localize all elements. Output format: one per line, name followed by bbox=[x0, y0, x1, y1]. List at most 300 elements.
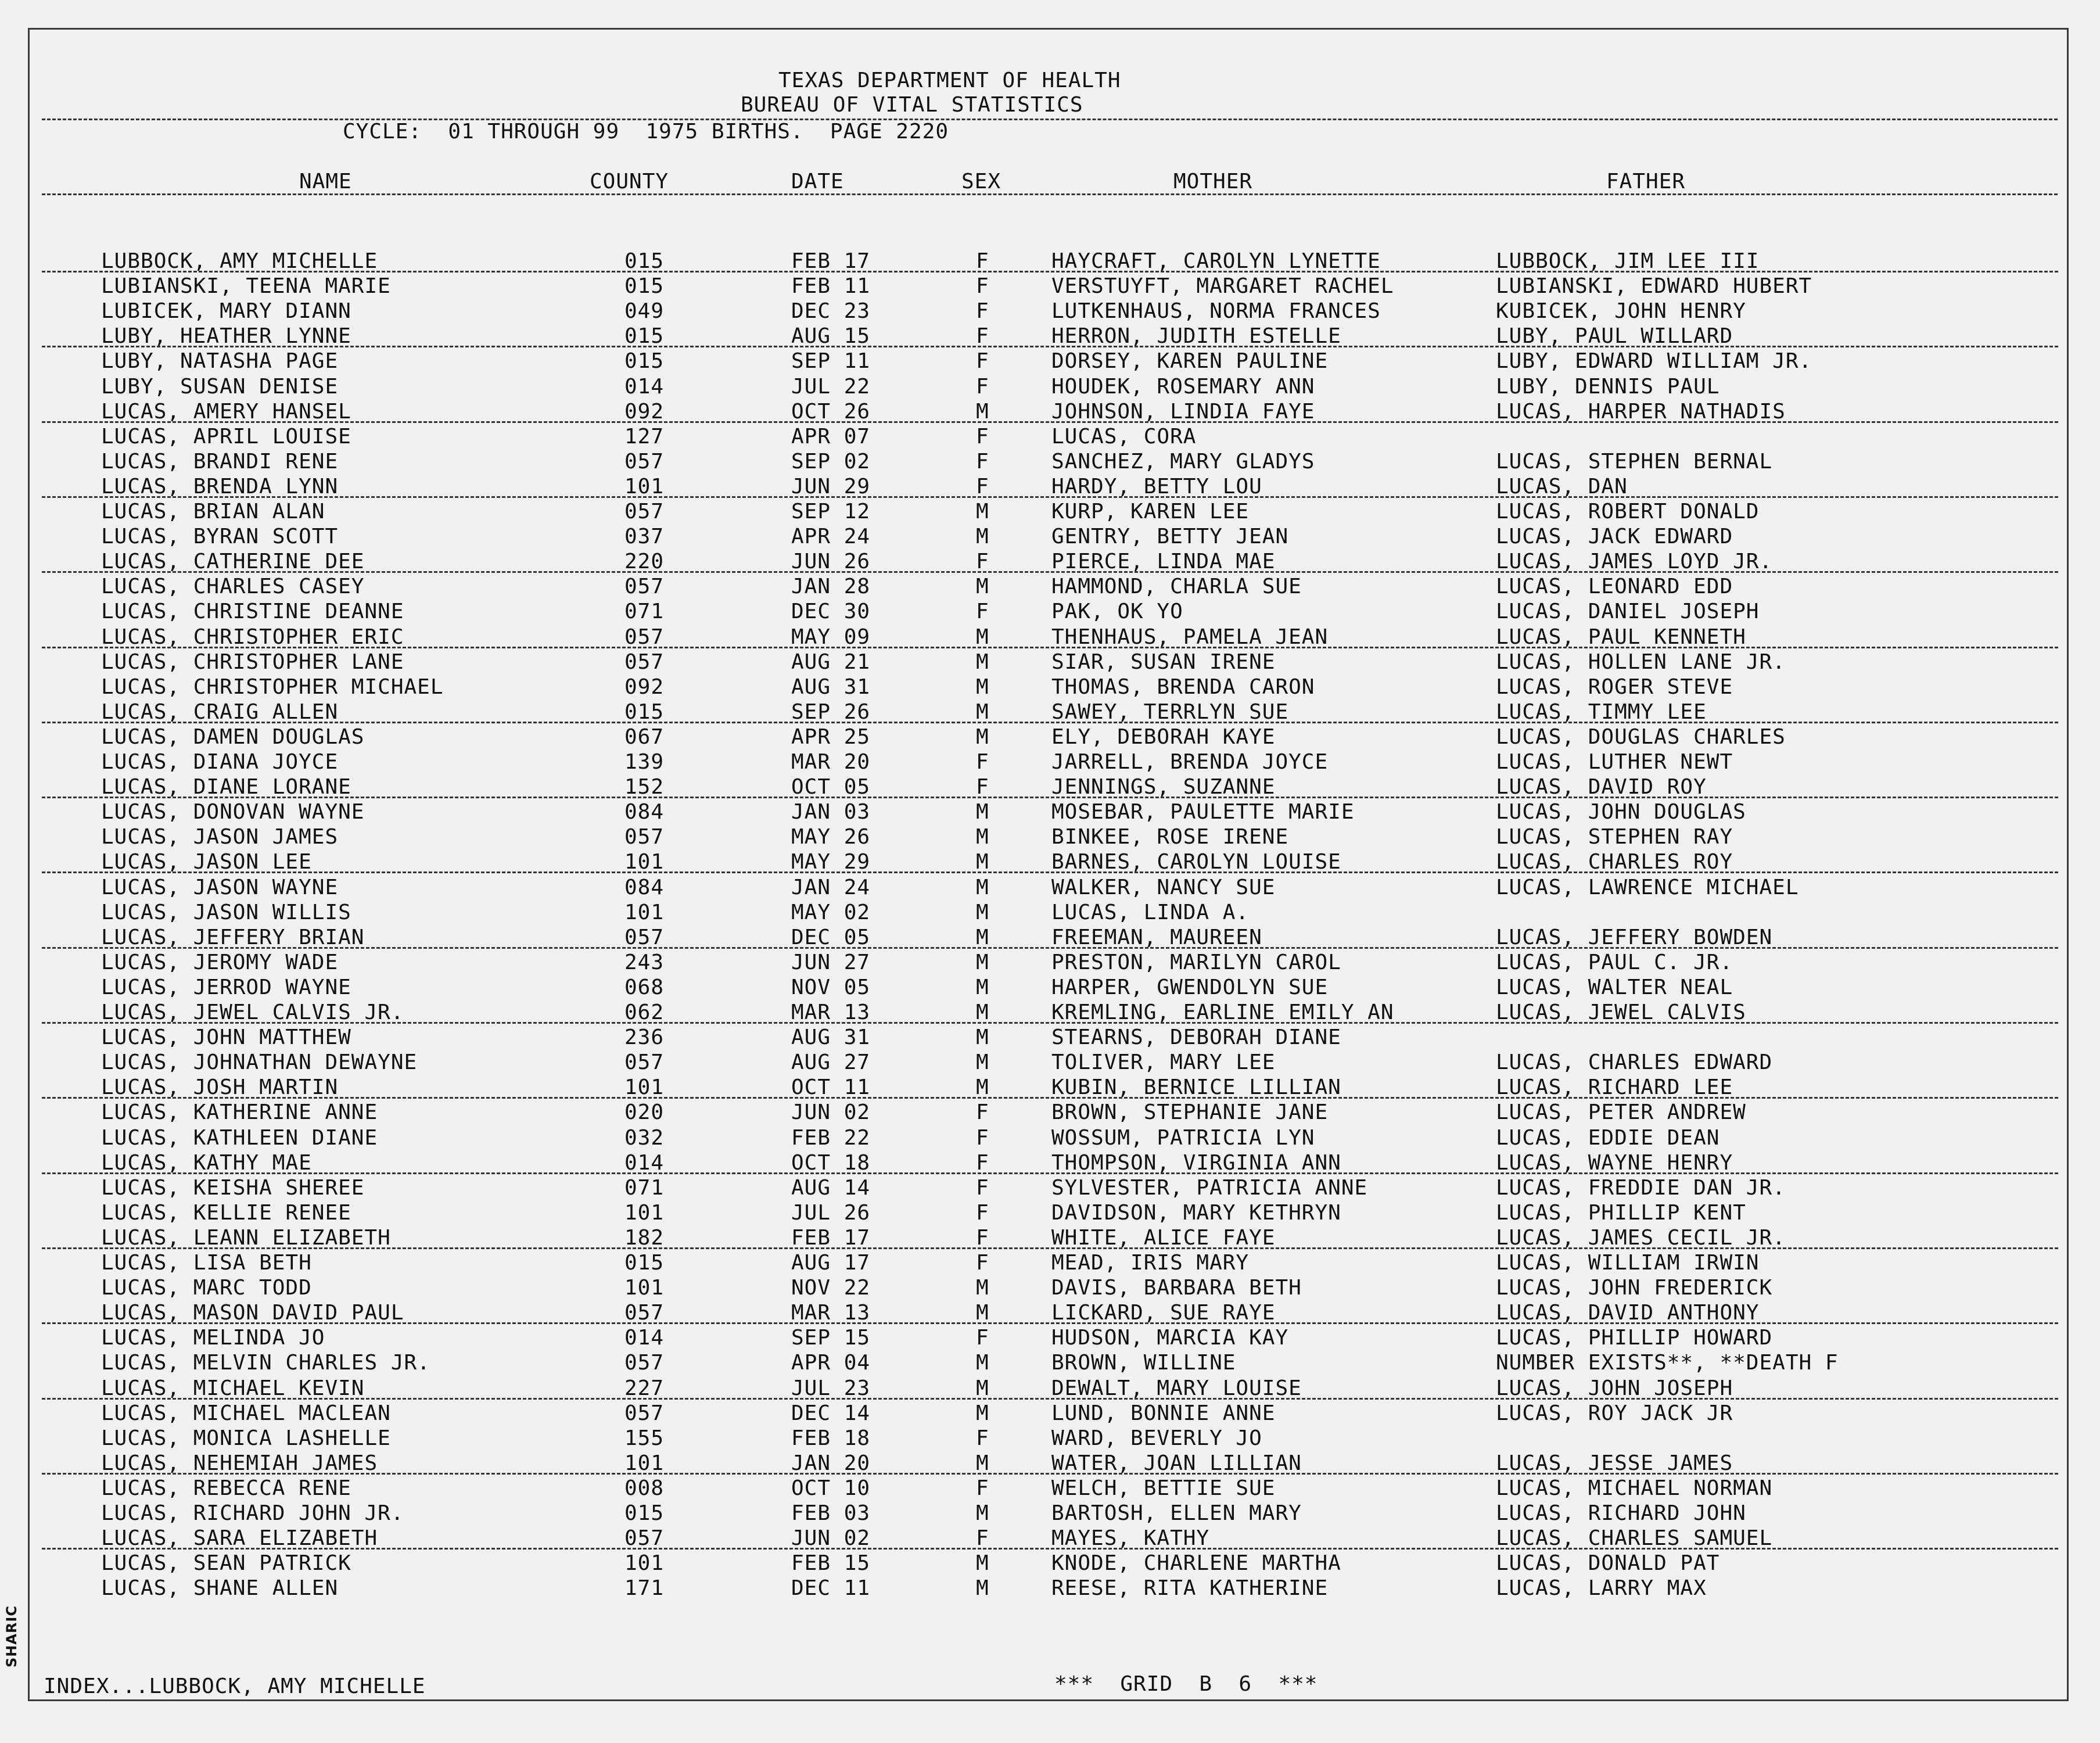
row-date: JUL 26 bbox=[791, 1200, 871, 1225]
row-mother: DAVIS, BARBARA BETH bbox=[1051, 1276, 1302, 1300]
row-sex: F bbox=[976, 775, 989, 799]
row-mother: WOSSUM, PATRICIA LYN bbox=[1051, 1125, 1315, 1150]
row-date: MAY 02 bbox=[791, 900, 871, 924]
row-sex: M bbox=[976, 900, 989, 924]
row-name: LUCAS, SHANE ALLEN bbox=[101, 1576, 339, 1601]
table-row bbox=[0, 1501, 2100, 1526]
row-sex: M bbox=[976, 975, 989, 999]
row-mother: BINKEE, ROSE IRENE bbox=[1051, 825, 1289, 849]
row-county: 049 bbox=[624, 299, 665, 324]
row-date: JAN 24 bbox=[791, 875, 871, 899]
row-date: FEB 11 bbox=[791, 274, 871, 299]
row-mother: WHITE, ALICE FAYE bbox=[1051, 1225, 1276, 1250]
row-county: 057 bbox=[624, 1351, 665, 1375]
table-row bbox=[0, 950, 2100, 975]
row-mother: BARTOSH, ELLEN MARY bbox=[1051, 1501, 1302, 1525]
row-mother: KREMLING, EARLINE EMILY AN bbox=[1051, 1000, 1394, 1024]
row-date: FEB 15 bbox=[791, 1551, 871, 1576]
side-label: SHARIC bbox=[3, 1605, 20, 1667]
row-father: LUCAS, HARPER NATHADIS bbox=[1496, 399, 1786, 424]
row-name: LUCAS, CATHERINE DEE bbox=[101, 550, 365, 574]
row-name: LUCAS, DAMEN DOUGLAS bbox=[101, 725, 365, 749]
row-county: 101 bbox=[624, 474, 665, 498]
row-sex: F bbox=[976, 1326, 989, 1350]
row-mother: FREEMAN, MAUREEN bbox=[1051, 925, 1262, 949]
row-father: LUCAS, RICHARD LEE bbox=[1496, 1075, 1733, 1100]
row-mother: THOMAS, BRENDA CARON bbox=[1051, 675, 1315, 699]
row-date: MAY 26 bbox=[791, 825, 871, 849]
table-row bbox=[0, 1250, 2100, 1275]
row-sex: M bbox=[976, 1401, 989, 1425]
row-sex: M bbox=[976, 825, 989, 849]
row-sex: F bbox=[976, 374, 989, 399]
row-county: 062 bbox=[624, 1000, 665, 1024]
row-name: LUCAS, BRANDI RENE bbox=[101, 449, 339, 474]
table-row bbox=[0, 524, 2100, 549]
table-row bbox=[0, 774, 2100, 799]
row-sex: M bbox=[976, 700, 989, 724]
row-mother: THENHAUS, PAMELA JEAN bbox=[1051, 625, 1329, 649]
row-date: JUN 02 bbox=[791, 1100, 871, 1125]
row-father: LUCAS, JOHN FREDERICK bbox=[1496, 1276, 1773, 1300]
row-date: APR 24 bbox=[791, 525, 871, 549]
row-county: 020 bbox=[624, 1100, 665, 1125]
row-sex: M bbox=[976, 875, 989, 899]
row-name: LUCAS, MONICA LASHELLE bbox=[101, 1426, 391, 1450]
row-date: SEP 02 bbox=[791, 449, 871, 474]
row-name: LUCAS, JASON JAMES bbox=[101, 825, 339, 849]
row-date: DEC 30 bbox=[791, 600, 871, 624]
row-father: LUCAS, JOHN DOUGLAS bbox=[1496, 800, 1746, 824]
row-date: AUG 15 bbox=[791, 324, 871, 349]
grid-footer: *** GRID B 6 *** bbox=[1054, 1672, 1318, 1696]
row-father: LUBIANSKI, EDWARD HUBERT bbox=[1496, 274, 1812, 299]
row-name: LUCAS, KATHERINE ANNE bbox=[101, 1100, 378, 1125]
row-sex: F bbox=[976, 249, 989, 273]
row-mother: SYLVESTER, PATRICIA ANNE bbox=[1051, 1175, 1368, 1200]
row-father: LUCAS, LAWRENCE MICHAEL bbox=[1496, 875, 1799, 899]
row-sex: M bbox=[976, 1351, 989, 1375]
row-county: 008 bbox=[624, 1476, 665, 1500]
row-name: LUBY, NATASHA PAGE bbox=[101, 349, 339, 374]
row-county: 236 bbox=[624, 1025, 665, 1050]
row-mother: PRESTON, MARILYN CAROL bbox=[1051, 950, 1341, 974]
row-county: 101 bbox=[624, 1451, 665, 1475]
row-county: 139 bbox=[624, 750, 665, 774]
row-name: LUCAS, APRIL LOUISE bbox=[101, 424, 351, 449]
row-sex: M bbox=[976, 1276, 989, 1300]
row-sex: F bbox=[976, 324, 989, 349]
row-county: 057 bbox=[624, 825, 665, 849]
row-date: MAY 29 bbox=[791, 850, 871, 874]
row-name: LUCAS, MICHAEL KEVIN bbox=[101, 1376, 365, 1400]
row-father: LUCAS, DOUGLAS CHARLES bbox=[1496, 725, 1786, 749]
row-sex: M bbox=[976, 1501, 989, 1525]
row-date: JUN 27 bbox=[791, 950, 871, 974]
row-county: 057 bbox=[624, 650, 665, 674]
row-sex: F bbox=[976, 449, 989, 474]
row-sex: M bbox=[976, 850, 989, 874]
row-father: LUCAS, ROY JACK JR bbox=[1496, 1401, 1733, 1425]
row-mother: LICKARD, SUE RAYE bbox=[1051, 1301, 1276, 1325]
row-date: JUL 23 bbox=[791, 1376, 871, 1400]
row-sex: F bbox=[976, 349, 989, 374]
row-county: 101 bbox=[624, 1551, 665, 1576]
row-county: 057 bbox=[624, 1050, 665, 1075]
row-date: DEC 11 bbox=[791, 1576, 871, 1601]
row-father: LUCAS, FREDDIE DAN JR. bbox=[1496, 1175, 1786, 1200]
row-father: LUCAS, HOLLEN LANE JR. bbox=[1496, 650, 1786, 674]
row-county: 067 bbox=[624, 725, 665, 749]
row-father: LUBY, EDWARD WILLIAM JR. bbox=[1496, 349, 1812, 374]
row-sex: M bbox=[976, 1376, 989, 1400]
row-father: KUBICEK, JOHN HENRY bbox=[1496, 299, 1746, 324]
row-sex: M bbox=[976, 1025, 989, 1050]
table-row bbox=[0, 900, 2100, 925]
row-mother: SIAR, SUSAN IRENE bbox=[1051, 650, 1276, 674]
row-father: LUCAS, ROBERT DONALD bbox=[1496, 500, 1760, 523]
row-date: JUN 29 bbox=[791, 474, 871, 498]
row-sex: F bbox=[976, 299, 989, 324]
row-date: MAR 13 bbox=[791, 1000, 871, 1024]
row-mother: BARNES, CAROLYN LOUISE bbox=[1051, 850, 1341, 874]
table-row bbox=[0, 1200, 2100, 1225]
table-row bbox=[0, 1451, 2100, 1476]
row-name: LUCAS, JEWEL CALVIS JR. bbox=[101, 1000, 404, 1024]
row-sex: F bbox=[976, 1526, 989, 1551]
column-header-date: DATE bbox=[791, 170, 844, 193]
table-row bbox=[0, 875, 2100, 900]
row-date: AUG 14 bbox=[791, 1175, 871, 1200]
row-name: LUCAS, BRENDA LYNN bbox=[101, 474, 339, 498]
row-mother: WELCH, BETTIE SUE bbox=[1051, 1476, 1276, 1500]
row-mother: HUDSON, MARCIA KAY bbox=[1051, 1326, 1289, 1350]
row-mother: BROWN, WILLINE bbox=[1051, 1351, 1236, 1375]
row-sex: M bbox=[976, 625, 989, 649]
row-name: LUCAS, JOHNATHAN DEWAYNE bbox=[101, 1050, 418, 1075]
row-father: LUCAS, WAYNE HENRY bbox=[1496, 1150, 1733, 1175]
row-date: OCT 05 bbox=[791, 775, 871, 799]
row-mother: TOLIVER, MARY LEE bbox=[1051, 1050, 1276, 1075]
row-name: LUCAS, REBECCA RENE bbox=[101, 1476, 351, 1500]
row-name: LUCAS, SEAN PATRICK bbox=[101, 1551, 351, 1576]
row-father: LUCAS, DANIEL JOSEPH bbox=[1496, 600, 1760, 624]
row-sex: M bbox=[976, 1451, 989, 1475]
row-county: 014 bbox=[624, 374, 665, 399]
row-father: LUCAS, EDDIE DEAN bbox=[1496, 1125, 1720, 1150]
row-mother: HERRON, JUDITH ESTELLE bbox=[1051, 324, 1341, 349]
row-county: 057 bbox=[624, 625, 665, 649]
row-name: LUCAS, DONOVAN WAYNE bbox=[101, 800, 365, 824]
row-county: 057 bbox=[624, 500, 665, 523]
row-sex: F bbox=[976, 1426, 989, 1450]
column-header-divider bbox=[42, 193, 2058, 195]
row-name: LUBY, HEATHER LYNNE bbox=[101, 324, 351, 349]
table-row bbox=[0, 1100, 2100, 1125]
row-father: LUCAS, LUTHER NEWT bbox=[1496, 750, 1733, 774]
row-mother: DEWALT, MARY LOUISE bbox=[1051, 1376, 1302, 1400]
row-name: LUCAS, SARA ELIZABETH bbox=[101, 1526, 378, 1551]
row-county: 227 bbox=[624, 1376, 665, 1400]
row-name: LUCAS, DIANA JOYCE bbox=[101, 750, 339, 774]
row-name: LUCAS, MASON DAVID PAUL bbox=[101, 1301, 404, 1325]
row-father: LUCAS, JOHN JOSEPH bbox=[1496, 1376, 1733, 1400]
row-name: LUCAS, BRIAN ALAN bbox=[101, 500, 325, 523]
row-county: 015 bbox=[624, 1251, 665, 1275]
row-name: LUCAS, BYRAN SCOTT bbox=[101, 525, 339, 549]
row-county: 015 bbox=[624, 274, 665, 299]
row-name: LUCAS, JOHN MATTHEW bbox=[101, 1025, 351, 1050]
row-name: LUCAS, KELLIE RENEE bbox=[101, 1200, 351, 1225]
row-date: OCT 11 bbox=[791, 1075, 871, 1100]
table-row bbox=[0, 925, 2100, 950]
row-date: JAN 28 bbox=[791, 575, 871, 599]
row-mother: MEAD, IRIS MARY bbox=[1051, 1251, 1250, 1275]
row-date: JAN 20 bbox=[791, 1451, 871, 1475]
table-row bbox=[0, 374, 2100, 399]
row-county: 171 bbox=[624, 1576, 665, 1601]
row-date: OCT 18 bbox=[791, 1150, 871, 1175]
row-sex: F bbox=[976, 1175, 989, 1200]
row-date: FEB 18 bbox=[791, 1426, 871, 1450]
row-father: LUCAS, PETER ANDREW bbox=[1496, 1100, 1746, 1125]
row-mother: BROWN, STEPHANIE JANE bbox=[1051, 1100, 1329, 1125]
row-name: LUCAS, JASON LEE bbox=[101, 850, 312, 874]
row-mother: LUND, BONNIE ANNE bbox=[1051, 1401, 1276, 1425]
row-mother: STEARNS, DEBORAH DIANE bbox=[1051, 1025, 1341, 1050]
row-county: 057 bbox=[624, 1526, 665, 1551]
bureau-title: BUREAU OF VITAL STATISTICS bbox=[741, 93, 1083, 117]
row-sex: F bbox=[976, 1200, 989, 1225]
row-father: LUCAS, JEWEL CALVIS bbox=[1496, 1000, 1746, 1024]
row-date: APR 07 bbox=[791, 424, 871, 449]
row-mother: HOUDEK, ROSEMARY ANN bbox=[1051, 374, 1315, 399]
row-date: OCT 10 bbox=[791, 1476, 871, 1500]
row-name: LUBY, SUSAN DENISE bbox=[101, 374, 339, 399]
row-name: LUCAS, RICHARD JOHN JR. bbox=[101, 1501, 404, 1525]
table-row bbox=[0, 849, 2100, 874]
row-sex: F bbox=[976, 750, 989, 774]
row-mother: PAK, OK YO bbox=[1051, 600, 1183, 624]
row-county: 071 bbox=[624, 600, 665, 624]
table-row bbox=[0, 249, 2100, 274]
row-date: SEP 26 bbox=[791, 700, 871, 724]
row-mother: JOHNSON, LINDIA FAYE bbox=[1051, 399, 1315, 424]
row-sex: M bbox=[976, 399, 989, 424]
row-name: LUCAS, MELINDA JO bbox=[101, 1326, 325, 1350]
row-county: 155 bbox=[624, 1426, 665, 1450]
row-father: LUCAS, RICHARD JOHN bbox=[1496, 1501, 1746, 1525]
column-header-sex: SEX bbox=[961, 170, 1001, 193]
row-father: LUCAS, PHILLIP HOWARD bbox=[1496, 1326, 1773, 1350]
row-name: LUCAS, JEFFERY BRIAN bbox=[101, 925, 365, 949]
table-row bbox=[0, 599, 2100, 624]
row-name: LUCAS, JASON WILLIS bbox=[101, 900, 351, 924]
row-name: LUCAS, MARC TODD bbox=[101, 1276, 312, 1300]
row-date: AUG 27 bbox=[791, 1050, 871, 1075]
row-mother: THOMPSON, VIRGINIA ANN bbox=[1051, 1150, 1341, 1175]
row-county: 015 bbox=[624, 1501, 665, 1525]
row-county: 092 bbox=[624, 399, 665, 424]
table-row bbox=[0, 1025, 2100, 1050]
row-father: LUCAS, JESSE JAMES bbox=[1496, 1451, 1733, 1475]
table-row bbox=[0, 449, 2100, 474]
row-sex: F bbox=[976, 424, 989, 449]
row-date: FEB 22 bbox=[791, 1125, 871, 1150]
row-name: LUBIANSKI, TEENA MARIE bbox=[101, 274, 391, 299]
row-county: 015 bbox=[624, 700, 665, 724]
table-row bbox=[0, 349, 2100, 374]
table-row bbox=[0, 1150, 2100, 1175]
table-row bbox=[0, 399, 2100, 424]
table-row bbox=[0, 1300, 2100, 1325]
row-date: DEC 23 bbox=[791, 299, 871, 324]
row-father: LUCAS, LEONARD EDD bbox=[1496, 575, 1733, 599]
row-sex: M bbox=[976, 500, 989, 523]
row-county: 037 bbox=[624, 525, 665, 549]
row-name: LUBICEK, MARY DIANN bbox=[101, 299, 351, 324]
row-sex: F bbox=[976, 1225, 989, 1250]
row-mother: KUBIN, BERNICE LILLIAN bbox=[1051, 1075, 1341, 1100]
row-name: LUCAS, CHRISTOPHER LANE bbox=[101, 650, 404, 674]
row-sex: M bbox=[976, 575, 989, 599]
table-row bbox=[0, 274, 2100, 299]
row-date: MAR 13 bbox=[791, 1301, 871, 1325]
row-county: 015 bbox=[624, 249, 665, 273]
row-sex: M bbox=[976, 525, 989, 549]
row-county: 032 bbox=[624, 1125, 665, 1150]
table-row bbox=[0, 1075, 2100, 1100]
row-father: LUCAS, DAVID ROY bbox=[1496, 775, 1707, 799]
row-father: LUCAS, DONALD PAT bbox=[1496, 1551, 1720, 1576]
row-county: 101 bbox=[624, 850, 665, 874]
row-sex: F bbox=[976, 474, 989, 498]
row-sex: F bbox=[976, 274, 989, 299]
table-row bbox=[0, 549, 2100, 574]
row-sex: M bbox=[976, 800, 989, 824]
row-name: LUCAS, KATHLEEN DIANE bbox=[101, 1125, 378, 1150]
row-name: LUBBOCK, AMY MICHELLE bbox=[101, 249, 378, 273]
row-date: OCT 26 bbox=[791, 399, 871, 424]
row-date: APR 04 bbox=[791, 1351, 871, 1375]
row-date: AUG 21 bbox=[791, 650, 871, 674]
row-name: LUCAS, MICHAEL MACLEAN bbox=[101, 1401, 391, 1425]
table-row bbox=[0, 1350, 2100, 1375]
row-county: 057 bbox=[624, 449, 665, 474]
row-date: AUG 17 bbox=[791, 1251, 871, 1275]
row-county: 152 bbox=[624, 775, 665, 799]
row-father: LUBBOCK, JIM LEE III bbox=[1496, 249, 1760, 273]
row-date: SEP 15 bbox=[791, 1326, 871, 1350]
row-sex: F bbox=[976, 600, 989, 624]
row-county: 092 bbox=[624, 675, 665, 699]
row-name: LUCAS, CHRISTOPHER ERIC bbox=[101, 625, 404, 649]
row-name: LUCAS, MELVIN CHARLES JR. bbox=[101, 1351, 430, 1375]
row-county: 057 bbox=[624, 1301, 665, 1325]
row-mother: JENNINGS, SUZANNE bbox=[1051, 775, 1276, 799]
table-row bbox=[0, 1050, 2100, 1075]
table-row bbox=[0, 1275, 2100, 1300]
row-county: 057 bbox=[624, 925, 665, 949]
row-mother: GENTRY, BETTY JEAN bbox=[1051, 525, 1289, 549]
row-father: LUCAS, PAUL KENNETH bbox=[1496, 625, 1746, 649]
row-county: 015 bbox=[624, 349, 665, 374]
table-row bbox=[0, 424, 2100, 449]
row-name: LUCAS, DIANE LORANE bbox=[101, 775, 351, 799]
row-father: LUCAS, PAUL C. JR. bbox=[1496, 950, 1733, 974]
row-date: SEP 12 bbox=[791, 500, 871, 523]
row-sex: F bbox=[976, 1150, 989, 1175]
row-father: LUCAS, WILLIAM IRWIN bbox=[1496, 1251, 1760, 1275]
row-father: LUCAS, STEPHEN BERNAL bbox=[1496, 449, 1773, 474]
row-county: 101 bbox=[624, 1075, 665, 1100]
row-date: JUL 22 bbox=[791, 374, 871, 399]
index-footer: INDEX...LUBBOCK, AMY MICHELLE bbox=[44, 1674, 426, 1698]
row-name: LUCAS, NEHEMIAH JAMES bbox=[101, 1451, 378, 1475]
cycle-line: CYCLE: 01 THROUGH 99 1975 BIRTHS. PAGE 2220 bbox=[343, 120, 949, 144]
row-county: 220 bbox=[624, 550, 665, 574]
row-date: FEB 17 bbox=[791, 1225, 871, 1250]
row-sex: M bbox=[976, 1000, 989, 1024]
row-father: LUCAS, CHARLES SAMUEL bbox=[1496, 1526, 1773, 1551]
row-county: 084 bbox=[624, 875, 665, 899]
row-mother: LUCAS, CORA bbox=[1051, 424, 1197, 449]
row-sex: M bbox=[976, 925, 989, 949]
column-header-name: NAME bbox=[299, 170, 352, 193]
table-row bbox=[0, 725, 2100, 749]
table-row bbox=[0, 1000, 2100, 1025]
row-mother: HAYCRAFT, CAROLYN LYNETTE bbox=[1051, 249, 1381, 273]
column-header-father: FATHER bbox=[1606, 170, 1686, 193]
row-mother: WARD, BEVERLY JO bbox=[1051, 1426, 1262, 1450]
row-name: LUCAS, JERROD WAYNE bbox=[101, 975, 351, 999]
row-mother: SAWEY, TERRLYN SUE bbox=[1051, 700, 1289, 724]
row-name: LUCAS, KATHY MAE bbox=[101, 1150, 312, 1175]
row-sex: M bbox=[976, 1301, 989, 1325]
row-county: 071 bbox=[624, 1175, 665, 1200]
row-county: 101 bbox=[624, 1276, 665, 1300]
row-father: LUCAS, STEPHEN RAY bbox=[1496, 825, 1733, 849]
row-father: LUCAS, LARRY MAX bbox=[1496, 1576, 1707, 1601]
table-row bbox=[0, 474, 2100, 499]
row-county: 101 bbox=[624, 1200, 665, 1225]
table-row bbox=[0, 1325, 2100, 1350]
row-date: MAR 20 bbox=[791, 750, 871, 774]
row-sex: M bbox=[976, 675, 989, 699]
row-mother: ELY, DEBORAH KAYE bbox=[1051, 725, 1276, 749]
row-sex: M bbox=[976, 650, 989, 674]
row-father: LUCAS, CHARLES EDWARD bbox=[1496, 1050, 1773, 1075]
row-county: 127 bbox=[624, 424, 665, 449]
row-county: 057 bbox=[624, 1401, 665, 1425]
table-row bbox=[0, 1526, 2100, 1551]
row-county: 084 bbox=[624, 800, 665, 824]
table-row bbox=[0, 1551, 2100, 1576]
row-sex: M bbox=[976, 725, 989, 749]
row-father: LUCAS, JAMES CECIL JR. bbox=[1496, 1225, 1786, 1250]
row-father: NUMBER EXISTS**, **DEATH F bbox=[1496, 1351, 1839, 1375]
row-father: LUCAS, WALTER NEAL bbox=[1496, 975, 1733, 999]
table-row bbox=[0, 574, 2100, 599]
row-county: 057 bbox=[624, 575, 665, 599]
table-row bbox=[0, 650, 2100, 675]
row-date: FEB 03 bbox=[791, 1501, 871, 1525]
row-mother: PIERCE, LINDA MAE bbox=[1051, 550, 1276, 574]
table-row bbox=[0, 799, 2100, 824]
table-row bbox=[0, 700, 2100, 725]
row-date: APR 25 bbox=[791, 725, 871, 749]
row-date: JUN 26 bbox=[791, 550, 871, 574]
